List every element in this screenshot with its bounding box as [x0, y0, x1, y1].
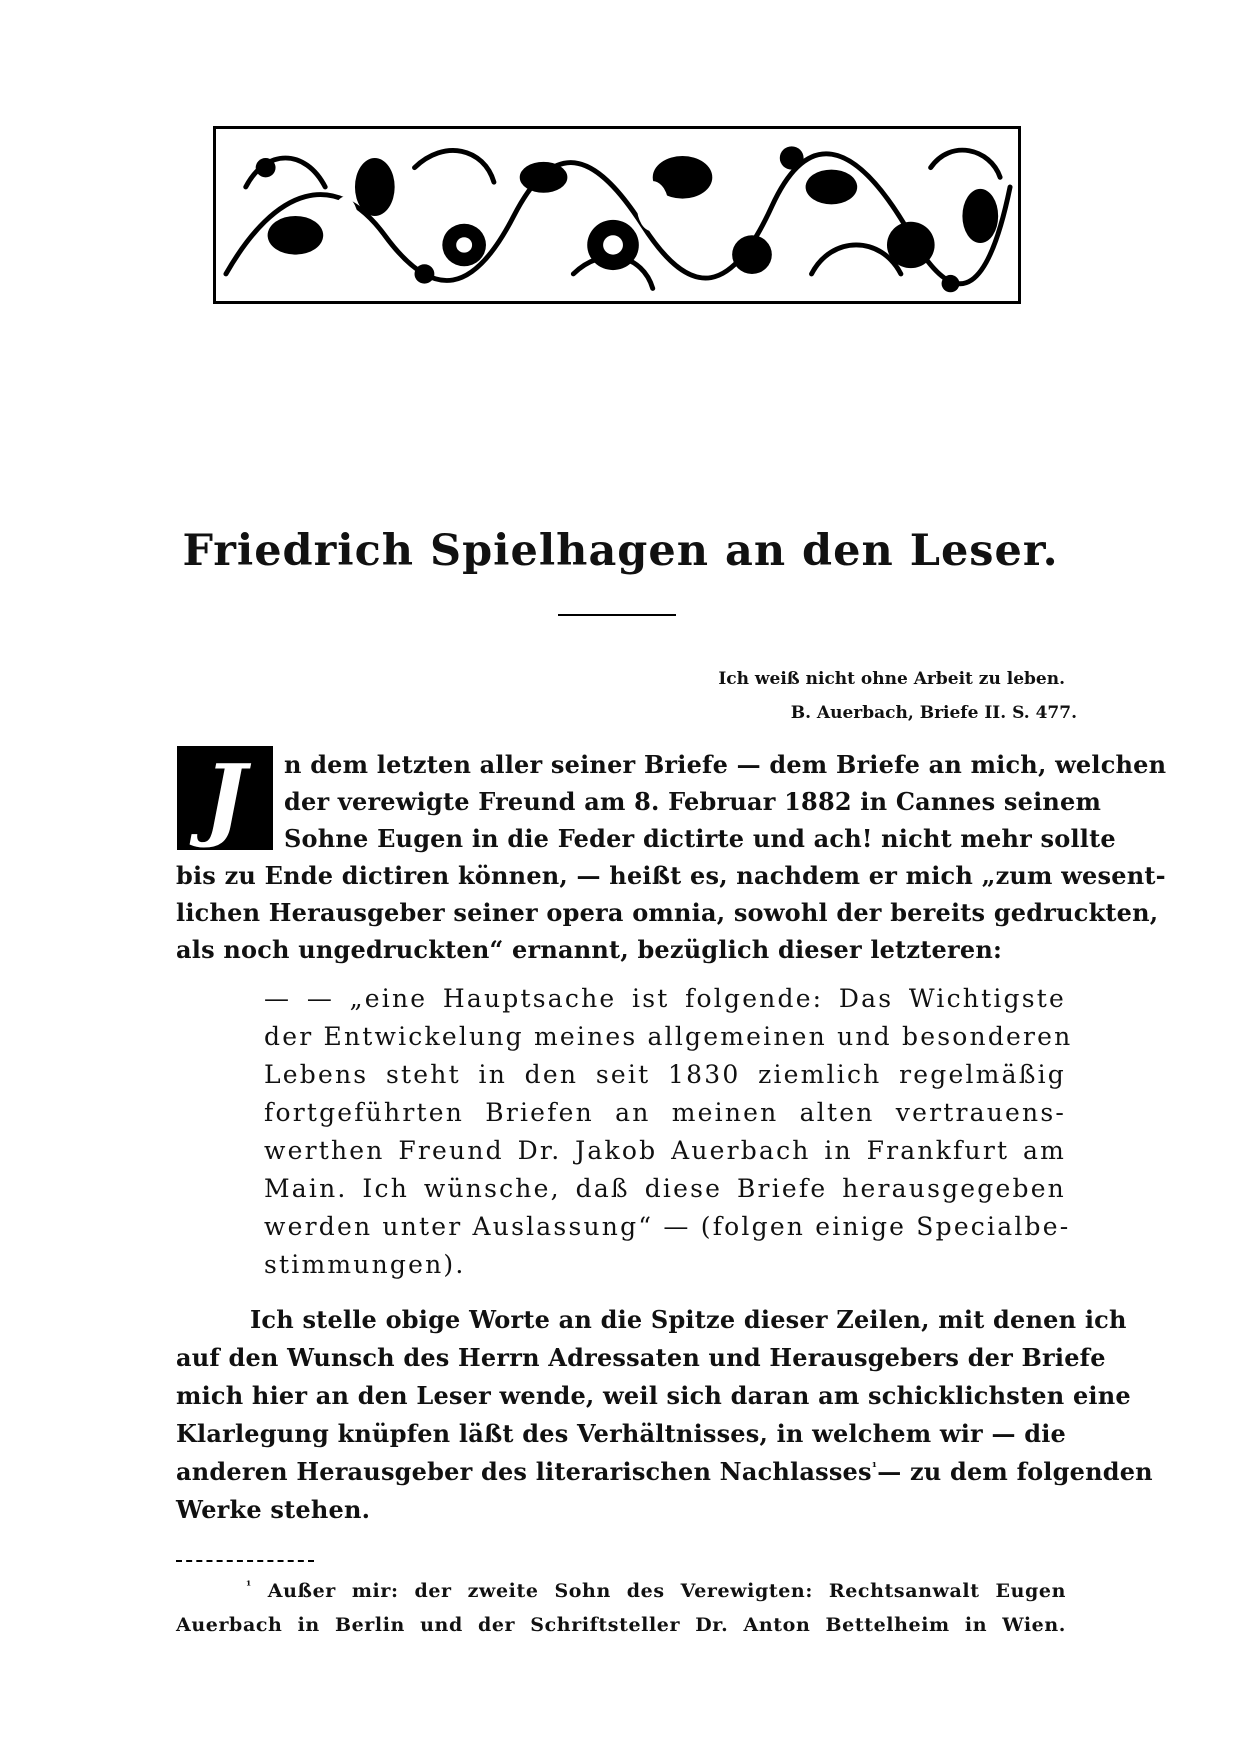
para2-line: Werke stehen. [176, 1495, 371, 1524]
quote-line: — — „eine Hauptsache ist folgende: Das Wichtigste [264, 984, 1066, 1013]
para2-line: Klarlegung knüpfen läßt des Verhältnisses, in welchem wir — die [176, 1419, 1066, 1448]
footnote-line [246, 1578, 1066, 1604]
footnote-line: Auerbach in Berlin und der Schriftsteller Dr. Anton Bettelheim in Wien. [176, 1614, 1066, 1636]
para2-line: auf den Wunsch des Herrn Adressaten und Herausgebers der Briefe [176, 1343, 1106, 1372]
footnote-marker: ¹ [246, 1578, 252, 1593]
para1-line: als noch ungedruckten“ ernannt, bezüglich dieser letzteren: [176, 935, 1003, 964]
para2-line-text [176, 1457, 877, 1487]
quote-line: werden unter Auslassung“ — (folgen einige Specialbe- [264, 1212, 1071, 1241]
ornamental-header-band [213, 126, 1021, 304]
title-divider [558, 614, 676, 616]
ornament-illustration [216, 129, 1018, 301]
quote-line: Main. Ich wünsche, daß diese Briefe herausgegeben [264, 1174, 1066, 1203]
epigraph-source: B. Auerbach, Briefe II. S. 477. [790, 703, 1077, 723]
para1-line: n dem letzten aller seiner Briefe — dem Briefe an mich, welchen [284, 750, 1167, 779]
quote-line: werthen Freund Dr. Jakob Auerbach in Frankfurt am [264, 1136, 1066, 1165]
para1-line: lichen Herausgeber seiner opera omnia, sowohl der bereits gedruckten, [176, 898, 1159, 927]
page-title: Friedrich Spielhagen an den Leser. [182, 526, 1059, 576]
para1-line: der verewigte Freund am 8. Februar 1882 in Cannes seinem [284, 787, 1102, 816]
footnote-divider [176, 1560, 314, 1562]
para2-line: Ich stelle obige Worte an die Spitze dieser Zeilen, mit denen ich [250, 1305, 1127, 1334]
epigraph [718, 662, 1077, 730]
para1-line: Sohne Eugen in die Feder dictirte und ach! nicht mehr sollte [284, 824, 1116, 853]
footnote-ref[interactable]: ¹ [871, 1460, 878, 1474]
quote-line: stimmungen). [264, 1250, 466, 1279]
footnote-text: Außer mir: der zweite Sohn des Verewigten: Rechtsanwalt Eugen [267, 1580, 1066, 1602]
para2-text: anderen Herausgeber des literarischen Nachlasses [176, 1457, 872, 1486]
para1-line: bis zu Ende dictiren können, — heißt es, nachdem er mich „zum wesent- [176, 861, 1166, 890]
quote-line: fortgeführten Briefen an meinen alten vertrauens- [264, 1098, 1066, 1127]
quote-line: der Entwickelung meines allgemeinen und besonderen [264, 1022, 1073, 1051]
para2-line-tail: — zu dem folgenden [877, 1457, 1153, 1486]
para2-line: mich hier an den Leser wende, weil sich daran am schicklichsten eine [176, 1381, 1131, 1410]
epigraph-quote: Ich weiß nicht ohne Arbeit zu leben. [718, 669, 1065, 689]
quote-line: Lebens steht in den seit 1830 ziemlich regelmäßig [264, 1060, 1066, 1089]
para2-line [176, 1457, 1153, 1487]
drop-cap: J [177, 746, 273, 850]
